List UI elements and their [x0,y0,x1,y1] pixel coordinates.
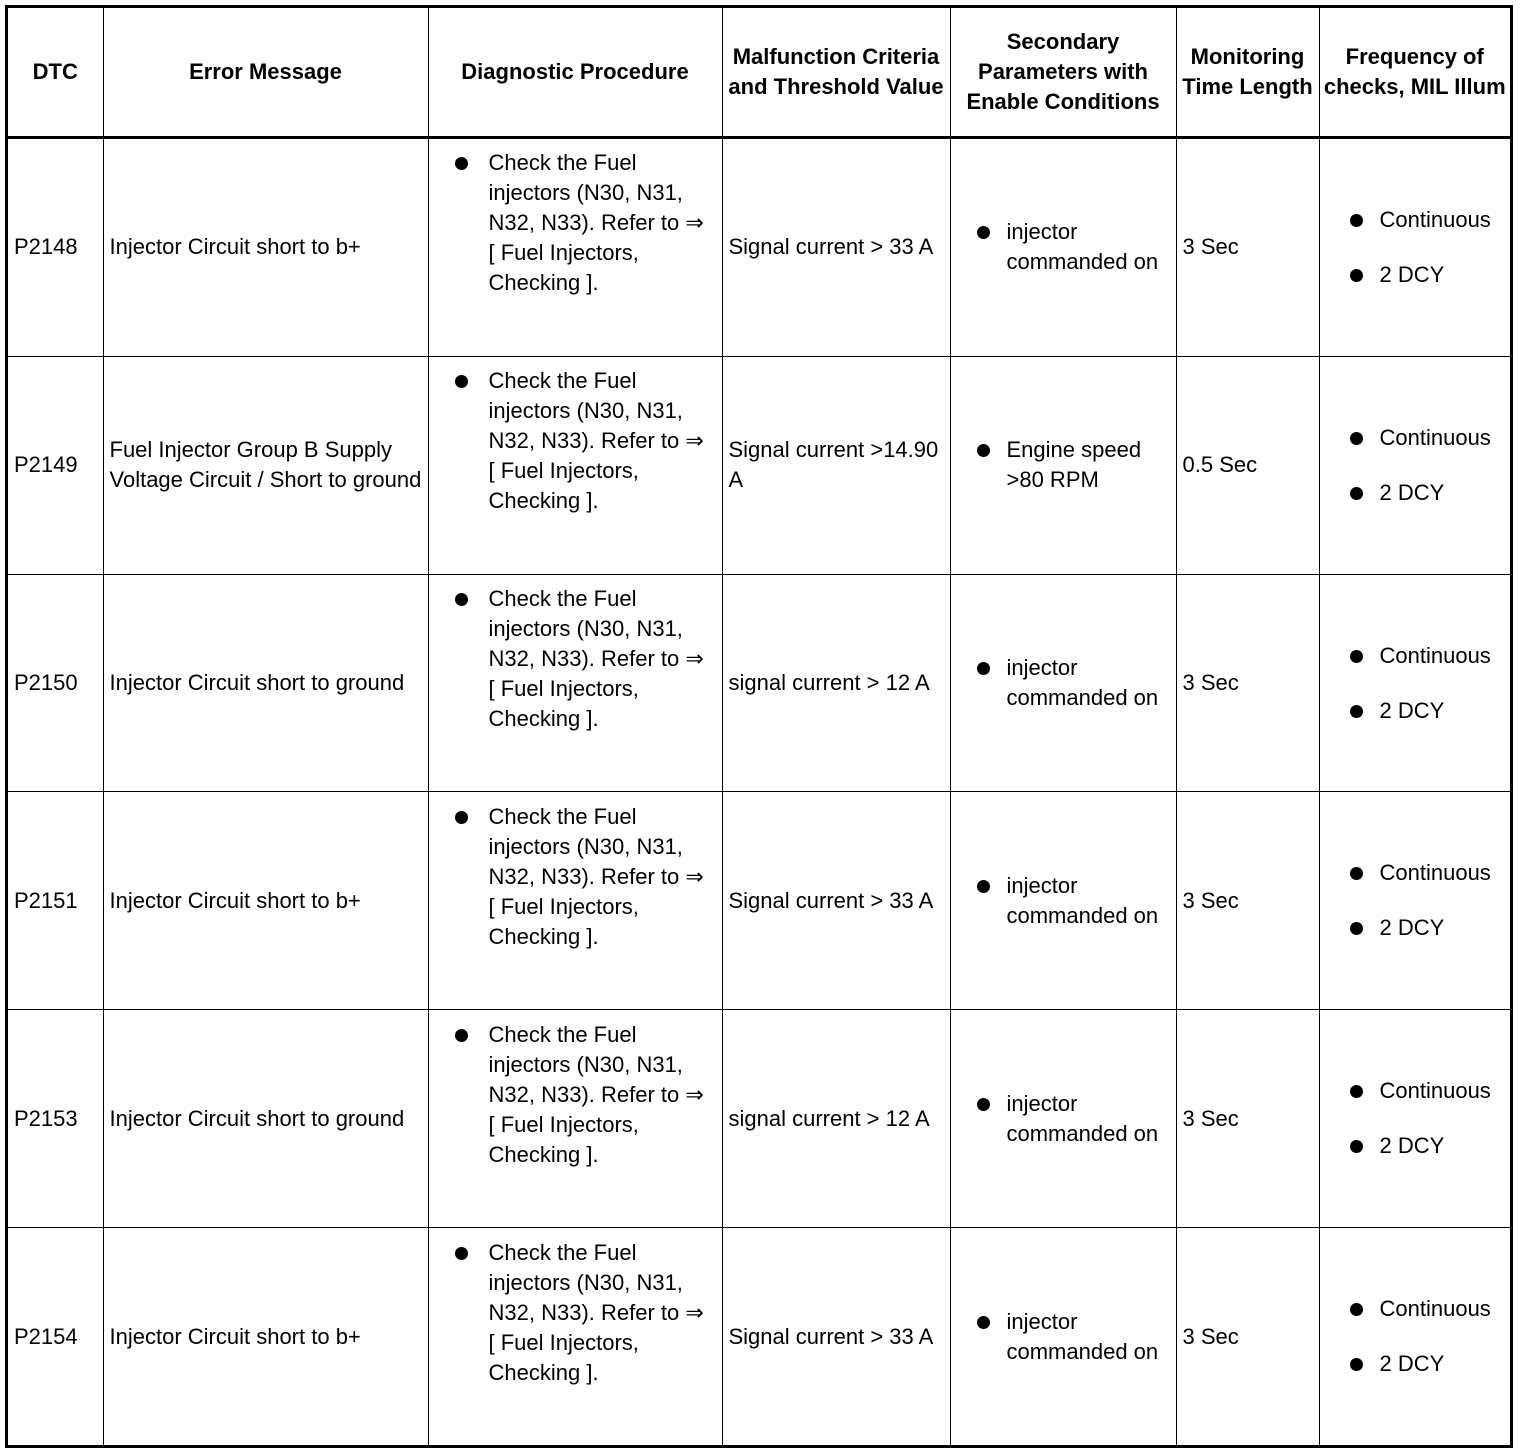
header-error-message: Error Message [103,8,428,138]
frequency-of-checks [1319,356,1510,574]
diagnostic-procedure [428,356,722,574]
diagnostic-procedure [428,792,722,1010]
header-monitoring-time: Monitoring Time Length [1176,8,1319,138]
secondary-parameters [950,356,1176,574]
procedure-bullet: Check the Fuel injectors (N30, N31, N32, N33). Refer to ⇒ [ Fuel Injectors, Checking ]. [451,584,716,734]
secondary-bullet: injector commanded on [973,653,1170,713]
error-message: Injector Circuit short to ground [103,1010,428,1228]
diagnostic-procedure [428,1010,722,1228]
table-row [8,1010,1510,1228]
dtc-code: P2150 [8,574,103,792]
malfunction-criteria: Signal current > 33 A [722,792,950,1010]
secondary-bullet: injector commanded on [973,871,1170,931]
procedure-bullet: Check the Fuel injectors (N30, N31, N32, N33). Refer to ⇒ [ Fuel Injectors, Checking ]. [451,802,716,952]
mil-bullet: 2 DCY [1346,1131,1505,1161]
secondary-parameters [950,1010,1176,1228]
table-row [8,1228,1510,1445]
error-message: Injector Circuit short to b+ [103,138,428,357]
secondary-bullet: injector commanded on [973,1089,1170,1149]
header-secondary-parameters: Secondary Parameters with Enable Conditions [950,8,1176,138]
frequency-of-checks [1319,1228,1510,1445]
dtc-code: P2151 [8,792,103,1010]
error-message: Injector Circuit short to b+ [103,792,428,1010]
frequency-of-checks [1319,138,1510,357]
frequency-of-checks [1319,574,1510,792]
secondary-parameters [950,138,1176,357]
monitoring-time: 3 Sec [1176,792,1319,1010]
header-row [8,8,1510,138]
dtc-code: P2154 [8,1228,103,1445]
table-row [8,138,1510,357]
diagnostic-procedure [428,574,722,792]
frequency-bullet: Continuous [1346,205,1505,235]
mil-bullet: 2 DCY [1346,1349,1505,1379]
monitoring-time: 3 Sec [1176,1010,1319,1228]
malfunction-criteria: Signal current > 33 A [722,1228,950,1445]
frequency-bullet: Continuous [1346,1076,1505,1106]
mil-bullet: 2 DCY [1346,260,1505,290]
frequency-bullet: Continuous [1346,423,1505,453]
error-message: Injector Circuit short to b+ [103,1228,428,1445]
procedure-bullet: Check the Fuel injectors (N30, N31, N32, N33). Refer to ⇒ [ Fuel Injectors, Checking ]. [451,148,716,298]
table-row [8,792,1510,1010]
table-row [8,574,1510,792]
procedure-bullet: Check the Fuel injectors (N30, N31, N32, N33). Refer to ⇒ [ Fuel Injectors, Checking ]. [451,1238,716,1388]
frequency-bullet: Continuous [1346,858,1505,888]
frequency-bullet: Continuous [1346,641,1505,671]
dtc-table [8,8,1510,1445]
monitoring-time: 3 Sec [1176,1228,1319,1445]
secondary-parameters [950,574,1176,792]
dtc-code: P2149 [8,356,103,574]
secondary-bullet: injector commanded on [973,1307,1170,1367]
mil-bullet: 2 DCY [1346,913,1505,943]
dtc-table-container [5,5,1513,1448]
dtc-code: P2153 [8,1010,103,1228]
frequency-bullet: Continuous [1346,1294,1505,1324]
secondary-bullet: Engine speed >80 RPM [973,435,1170,495]
frequency-of-checks [1319,792,1510,1010]
procedure-bullet: Check the Fuel injectors (N30, N31, N32, N33). Refer to ⇒ [ Fuel Injectors, Checking ]. [451,1020,716,1170]
header-dtc: DTC [8,8,103,138]
secondary-parameters [950,792,1176,1010]
monitoring-time: 3 Sec [1176,574,1319,792]
mil-bullet: 2 DCY [1346,696,1505,726]
dtc-code: P2148 [8,138,103,357]
monitoring-time: 0.5 Sec [1176,356,1319,574]
malfunction-criteria: Signal current >14.90 A [722,356,950,574]
error-message: Fuel Injector Group B Supply Voltage Circuit / Short to ground [103,356,428,574]
mil-bullet: 2 DCY [1346,478,1505,508]
malfunction-criteria: signal current > 12 A [722,1010,950,1228]
header-malfunction-criteria: Malfunction Criteria and Threshold Value [722,8,950,138]
secondary-parameters [950,1228,1176,1445]
procedure-bullet: Check the Fuel injectors (N30, N31, N32, N33). Refer to ⇒ [ Fuel Injectors, Checking ]. [451,366,716,516]
table-row [8,356,1510,574]
diagnostic-procedure [428,1228,722,1445]
frequency-of-checks [1319,1010,1510,1228]
secondary-bullet: injector commanded on [973,217,1170,277]
error-message: Injector Circuit short to ground [103,574,428,792]
diagnostic-procedure [428,138,722,357]
malfunction-criteria: Signal current > 33 A [722,138,950,357]
monitoring-time: 3 Sec [1176,138,1319,357]
header-frequency-of-checks: Frequency of checks, MIL Illum [1319,8,1510,138]
header-diagnostic-procedure: Diagnostic Procedure [428,8,722,138]
malfunction-criteria: signal current > 12 A [722,574,950,792]
